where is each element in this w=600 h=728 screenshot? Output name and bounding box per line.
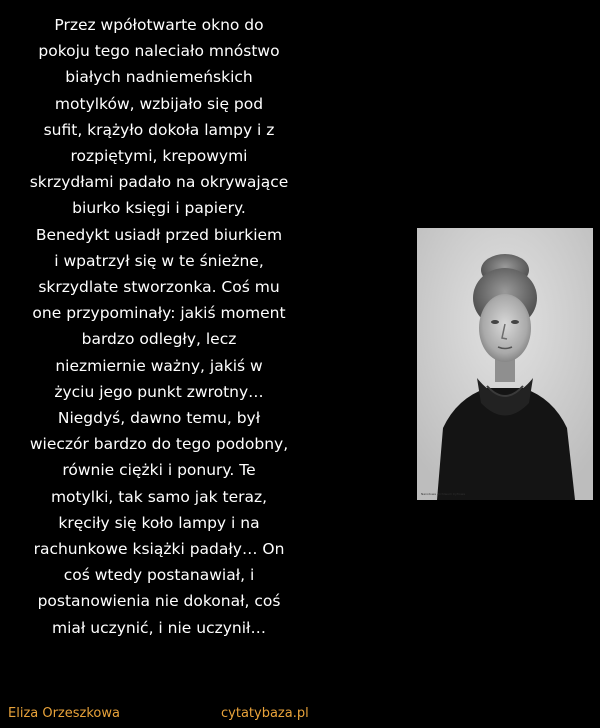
quote-line: coś wtedy postanawiał, i <box>63 566 255 585</box>
quote-line: życiu jego punkt zwrotny… <box>54 382 264 401</box>
quote-line: miał uczynić, i nie uczynił… <box>52 618 266 637</box>
quote-line: kręciły się koło lampy i na <box>58 513 260 532</box>
author-name[interactable]: Eliza Orzeszkowa <box>8 706 120 721</box>
quote-line: pokoju tego naleciało mnóstwo <box>38 42 280 61</box>
quote-line: równie ciężki i ponury. Te <box>62 461 256 480</box>
portrait-photo-icon <box>417 228 593 500</box>
quote-line: biurko księgi i papiery. <box>72 199 246 218</box>
quote-text <box>12 12 306 641</box>
quote-line: motylków, wzbijało się pod <box>54 94 264 113</box>
quote-line: postanowienia nie dokonał, coś <box>37 592 281 611</box>
quote-line: i wpatrzył się w te śnieżne, <box>54 251 264 270</box>
quote-line: one przypominały: jakiś moment <box>32 304 286 323</box>
photo-caption: Narodowe Archiwum Cyfrowe <box>421 492 466 496</box>
quote-line: Przez wpółotwarte okno do <box>54 16 264 34</box>
quote-line: motylki, tak samo jak teraz, <box>50 487 268 506</box>
quote-line: skrzydłami padało na okrywające <box>29 173 289 192</box>
quote-line: niezmiernie ważny, jakiś w <box>55 356 263 375</box>
quote-line: bardzo odległy, lecz <box>81 330 237 349</box>
site-link[interactable]: cytatybaza.pl <box>221 706 309 721</box>
quote-line: białych nadniemeńskich <box>65 68 253 87</box>
quote-line: sufit, krążyło dokoła lampy i z <box>43 120 275 139</box>
quote-line: skrzydlate stworzonka. Coś mu <box>38 278 280 297</box>
quote-line: Benedykt usiadł przed biurkiem <box>35 225 283 244</box>
quote-line: rozpiętymi, krepowymi <box>70 147 248 166</box>
quote-line: wieczór bardzo do tego podobny, <box>29 435 289 454</box>
quote-line: Niegdyś, dawno temu, był <box>57 409 261 428</box>
quote-line: rachunkowe książki padały… On <box>33 540 285 559</box>
author-portrait <box>417 228 593 500</box>
